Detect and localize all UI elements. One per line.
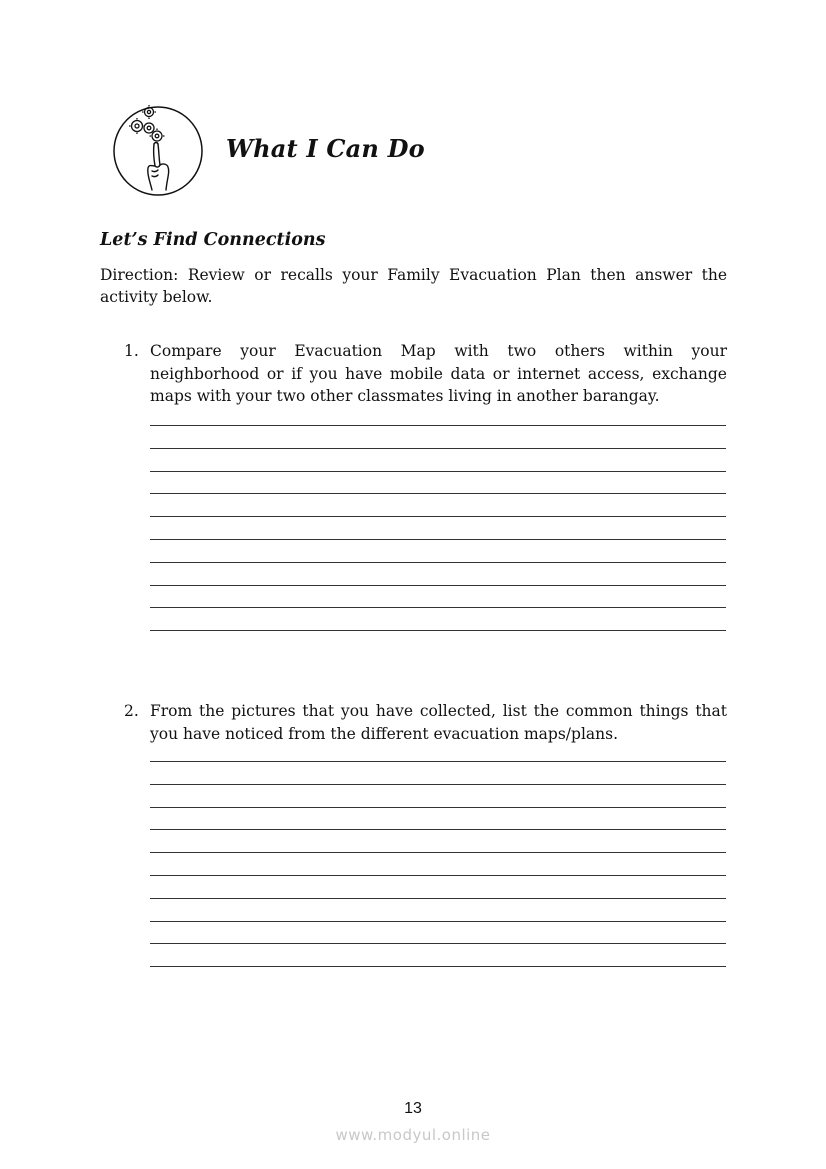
answer-line[interactable] <box>150 562 726 563</box>
answer-line[interactable] <box>150 943 726 944</box>
answer-line[interactable] <box>150 516 726 517</box>
answer-line[interactable] <box>150 448 726 449</box>
answer-line[interactable] <box>150 921 726 922</box>
question-text: Compare your Evacuation Map with two others within your neighborhood or if you have mobile data or internet access, exchange maps with your two other classmates living in another barangay. <box>150 342 727 405</box>
answer-line[interactable] <box>150 875 726 876</box>
answer-line[interactable] <box>150 807 726 808</box>
answer-line[interactable] <box>150 607 726 608</box>
section-title: Let’s Find Connections <box>100 230 326 250</box>
answer-line[interactable] <box>150 761 726 762</box>
answer-lines-1[interactable] <box>150 425 726 653</box>
answer-line[interactable] <box>150 966 726 967</box>
answer-line[interactable] <box>150 585 726 586</box>
answer-lines-2[interactable] <box>150 761 726 989</box>
answer-line[interactable] <box>150 784 726 785</box>
hand-with-gears-icon <box>112 104 204 198</box>
question-text: From the pictures that you have collected, list the common things that you have noticed from the different evacuation maps/plans. <box>150 702 727 743</box>
answer-line[interactable] <box>150 898 726 899</box>
direction-text: Direction: Review or recalls your Family Evacuation Plan then answer the activity below. <box>100 266 727 306</box>
answer-line[interactable] <box>150 471 726 472</box>
question-2 <box>124 700 727 745</box>
answer-line[interactable] <box>150 630 726 631</box>
answer-line[interactable] <box>150 493 726 494</box>
page-title: What I Can Do <box>226 134 425 163</box>
answer-line[interactable] <box>150 829 726 830</box>
watermark: www.modyul.online <box>335 1126 491 1144</box>
question-1 <box>124 340 727 408</box>
answer-line[interactable] <box>150 425 726 426</box>
question-number: 2. <box>124 702 139 720</box>
page-number: 13 <box>404 1100 422 1117</box>
answer-line[interactable] <box>150 539 726 540</box>
answer-line[interactable] <box>150 852 726 853</box>
question-number: 1. <box>124 342 139 360</box>
